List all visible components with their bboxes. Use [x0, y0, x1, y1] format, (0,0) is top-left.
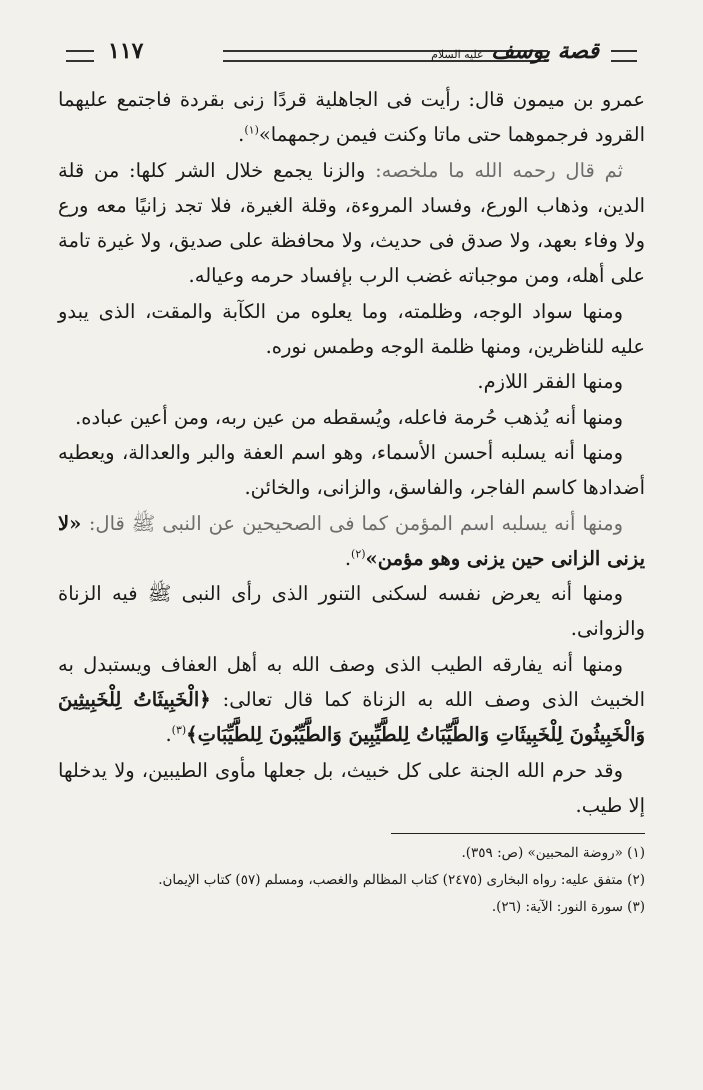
paragraph-1-text: عمرو بن ميمون قال: رأيت فى الجاهلية قردًا زنى بقردة فاجتمع عليهما القرود فرجموهما حتى ماتا وكنت فيمن رجمهما»: [58, 88, 645, 147]
hadith-quote: «لا يزنى الزانى حين يزنى وهو مؤمن»: [58, 511, 645, 570]
quran-verse: ﴿الْخَبِيثَاتُ لِلْخَبِيثِينَ وَالْخَبِيثُونَ لِلْخَبِيثَاتِ وَالطَّيِّبَاتُ لِلطَّيِّبِينَ وَالطَّيِّبُونَ لِلطَّيِّبَاتِ﴾: [58, 688, 645, 747]
footnotes: [58, 840, 645, 921]
paragraph-3: ومنها سواد الوجه، وظلمته، وما يعلوه من الكآبة والمقت، الذى يبدو عليه للناظرين، ومنها ظلمة الوجه وطمس نوره.: [58, 299, 645, 359]
paragraph-2-text: والزنا يجمع خلال الشر كلها: من قلة الدين، وذهاب الورع، وفساد المروءة، وقلة الغيرة، فلا تجد زانيًا معه ورع ولا وفاء بعهد، ولا صدق فى حديث، ولا محافظة على صديق، ولا غيرة تامة على أهله، ومن موجباته غضب الرب بإفساد حرمه وعياله.: [58, 158, 645, 288]
footnote-2: (٢) متفق عليه: رواه البخارى (٢٤٧٥) كتاب المظالم والغصب، ومسلم (٥٧) كتاب الإيمان.: [158, 872, 645, 889]
footnote-divider: [391, 833, 645, 834]
honorific: عليه السلام: [431, 48, 484, 61]
paragraph-8: ومنها أنه يعرض نفسه لسكنى التنور الذى رأى النبى ﷺ فيه الزناة والزوانى.: [58, 582, 645, 641]
paragraph-9: ومنها أنه يفارقه الطيب الذى وصف الله به أهل العفاف ويستبدل به الخبيث الذى وصف الله به الزناة كما قال تعالى: ﴿الْخَبِيثَاتُ لِلْخَبِيثِينَ وَالْخَبِيثُونَ لِلْخَبِيثَاتِ وَالطَّيِّبَاتُ لِلطَّيِّبِينَ وَالطَّيِّبُونَ لِلطَّيِّبَاتِ﴾$^{(٣)}$.: [58, 652, 645, 747]
paragraph-2: [58, 153, 645, 294]
footnote-ref-2: (٢): [351, 547, 366, 561]
footnote-3: (٣) سورة النور: الآية: (٢٦).: [491, 899, 645, 916]
running-title: [431, 38, 599, 64]
paragraph-7-lead: ومنها أنه يسلبه اسم المؤمن كما فى الصحيحين عن النبى ﷺ قال:: [88, 511, 623, 535]
footnote-ref-1: (١): [244, 123, 259, 137]
body-text: [58, 82, 645, 823]
page-number: ١١٧: [108, 38, 144, 64]
paragraph-10: وقد حرم الله الجنة على كل خبيث، بل جعلها مأوى الطيبين، ولا يدخلها إلا طيب.: [58, 758, 645, 817]
running-title-text: قصة يوسف: [491, 38, 599, 64]
paragraph-2-lead: ثم قال رحمه الله ما ملخصه:: [375, 158, 624, 182]
footnote-ref-3: (٣): [171, 723, 187, 737]
paragraph-9-text: ومنها أنه يفارقه الطيب الذى وصف الله به أهل العفاف ويستبدل به الخبيث الذى وصف الله به الزناة كما قال تعالى:: [58, 652, 645, 712]
header-rule-left: [66, 50, 94, 62]
paragraph-5: ومنها أنه يُذهب حُرمة فاعله، ويُسقطه من عين ربه، ومن أعين عباده.: [75, 405, 623, 429]
footnote-1: (١) «روضة المحبين» (ص: ٣٥٩).: [461, 845, 645, 862]
paragraph-4: ومنها الفقر اللازم.: [477, 370, 623, 394]
header-rule-right: [611, 50, 637, 62]
paragraph-1: عمرو بن ميمون قال: رأيت فى الجاهلية قردًا زنى بقردة فاجتمع عليهما القرود فرجموهما حتى ماتا وكنت فيمن رجمهما»$^{(١)}$.: [58, 88, 645, 147]
paragraph-6: ومنها أنه يسلبه أحسن الأسماء، وهو اسم العفة والبر والعدالة، ويعطيه أضدادها كاسم الفاجر، والفاسق، والزانى، والخائن.: [58, 440, 645, 500]
page-header: [58, 36, 645, 82]
paragraph-7: ومنها أنه يسلبه اسم المؤمن كما فى الصحيحين عن النبى ﷺ قال: «لا يزنى الزانى حين يزنى وهو مؤمن»$^{(٢)}$.: [58, 511, 645, 570]
